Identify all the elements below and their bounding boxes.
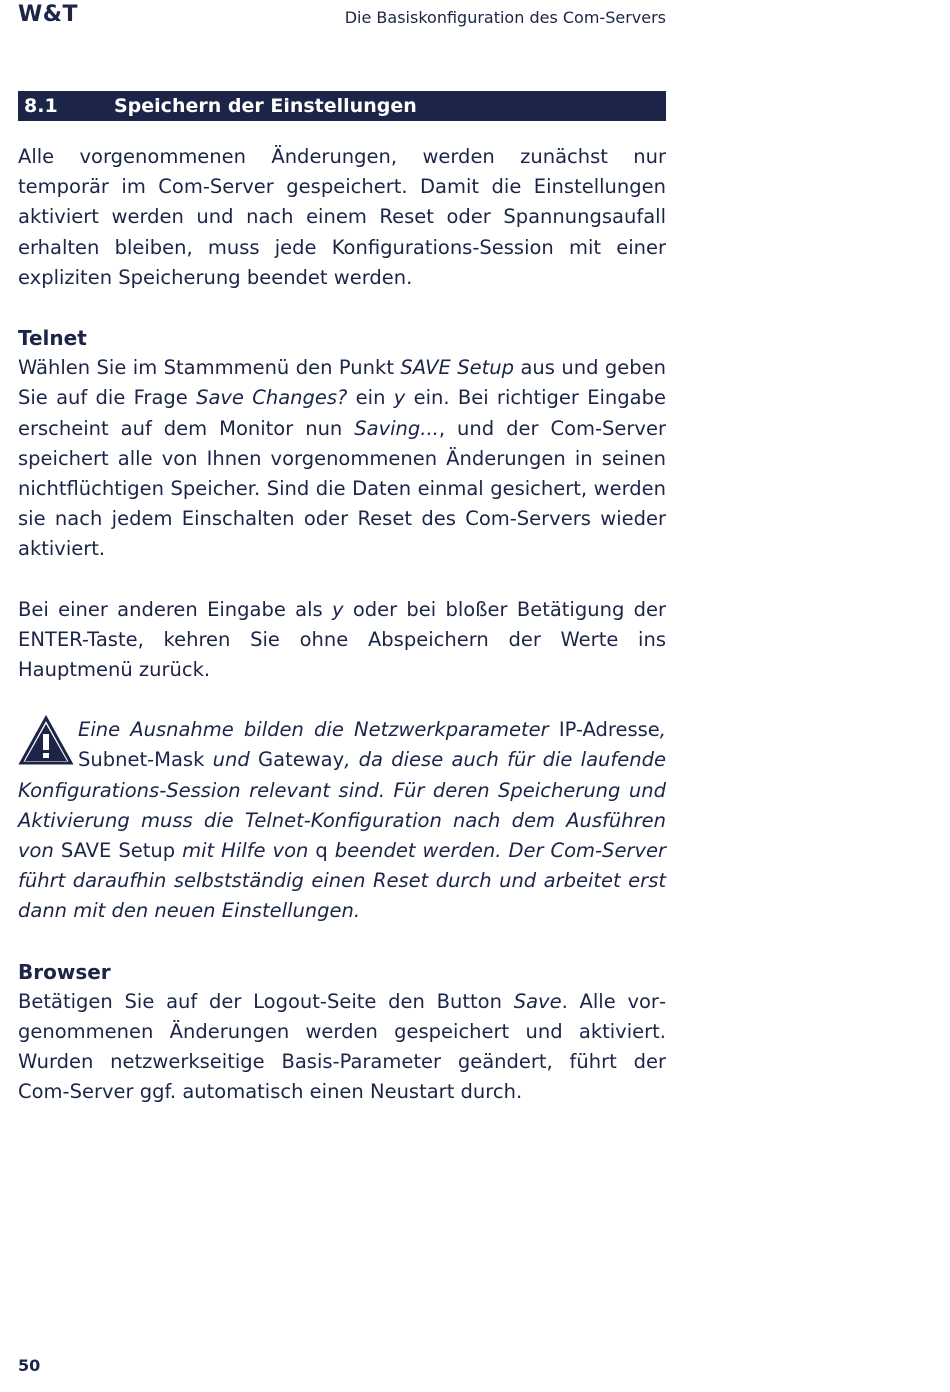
telnet-heading: Telnet bbox=[18, 326, 87, 351]
menu-item-reference: SAVE Setup bbox=[60, 839, 176, 863]
text-run: aus und geben Sie auf die Frage bbox=[18, 356, 666, 410]
text-run: und bbox=[204, 748, 259, 772]
section-number: 8.1 bbox=[24, 95, 58, 117]
text-run: , bbox=[659, 718, 666, 742]
browser-paragraph bbox=[18, 987, 666, 1108]
warning-note bbox=[18, 715, 666, 926]
key-reference: y bbox=[393, 386, 406, 410]
page-header bbox=[0, 0, 950, 40]
prompt-reference: Save Changes? bbox=[196, 386, 348, 410]
brand-logo: W&T bbox=[18, 2, 78, 27]
telnet-paragraph bbox=[18, 353, 666, 564]
page-content bbox=[18, 91, 666, 1108]
text-run: , da diese auch für die laufende Konfigurations-Session relevant sind. Für deren Speicherung und Aktivierung muss die Telnet-Konfiguration nach dem Ausführen von bbox=[18, 748, 666, 863]
text-run: Betätigen Sie auf der Logout-Seite den Button bbox=[18, 989, 514, 1013]
text-run: , und der Com-Server speichert alle von Ihnen vorgenommenen Änderungen in seinen nichtflüchtigen Speicher. Sind die Daten einmal gesichert, werden sie nach jedem Einschalten oder Reset des Com-Servers wieder aktiviert. bbox=[18, 416, 666, 561]
warning-triangle-icon bbox=[18, 715, 74, 767]
key-reference: q bbox=[315, 839, 328, 863]
text-run: . Alle vorgenommenen Änderungen werden gespeichert und aktiviert. Wurden netzwerkseitige Basis-Parameter geändert, führt der Com-Server ggf. automatisch einen Neustart durch. bbox=[18, 989, 666, 1104]
telnet-paragraph-2 bbox=[18, 595, 666, 686]
parameter-reference: Gateway bbox=[258, 748, 345, 772]
section-title: Speichern der Einstellungen bbox=[114, 95, 417, 117]
menu-item-reference: SAVE Setup bbox=[400, 356, 515, 380]
text-run: oder bei bloßer Betätigung der ENTER-Taste, kehren Sie ohne Abspeichern der Werte ins Hauptmenü zurück. bbox=[18, 597, 667, 682]
text-run: beendet werden. Der Com-Server führt daraufhin selbstständig einen Reset durch und arbeitet erst dann mit den neuen Einstellungen. bbox=[18, 839, 667, 923]
parameter-reference: Subnet-Mask bbox=[78, 748, 205, 772]
text-run: Bei einer anderen Eingabe als bbox=[18, 597, 332, 621]
text-run: Wählen Sie im Stammmenü den Punkt bbox=[18, 356, 401, 380]
text-run: ein bbox=[347, 386, 394, 410]
running-title: Die Basiskonfiguration des Com-Servers bbox=[344, 8, 666, 27]
button-reference: Save bbox=[513, 989, 562, 1013]
message-reference: Saving... bbox=[354, 416, 439, 440]
parameter-reference: IP-Adresse bbox=[558, 718, 660, 742]
key-reference: y bbox=[331, 597, 344, 621]
text-run: ein. Bei richtiger Eingabe erscheint auf dem Monitor nun bbox=[18, 386, 666, 440]
text-run: Eine Ausnahme bilden die Netzwerkparameter bbox=[78, 718, 559, 742]
text-run: mit Hilfe von bbox=[175, 839, 316, 863]
section-heading bbox=[18, 91, 666, 121]
browser-heading: Browser bbox=[18, 959, 111, 984]
page-number: 50 bbox=[18, 1356, 41, 1375]
intro-paragraph: Alle vorgenommenen Änderungen, werden zunächst nur temporär im Com-Server gespeichert. Damit die Einstellungen aktiviert werden und nach einem Reset oder Spannungsaufall erhalten bleiben, muss jede Konfigurations-Session mit einer expliziten Speicherung beendet werden. bbox=[18, 145, 666, 289]
